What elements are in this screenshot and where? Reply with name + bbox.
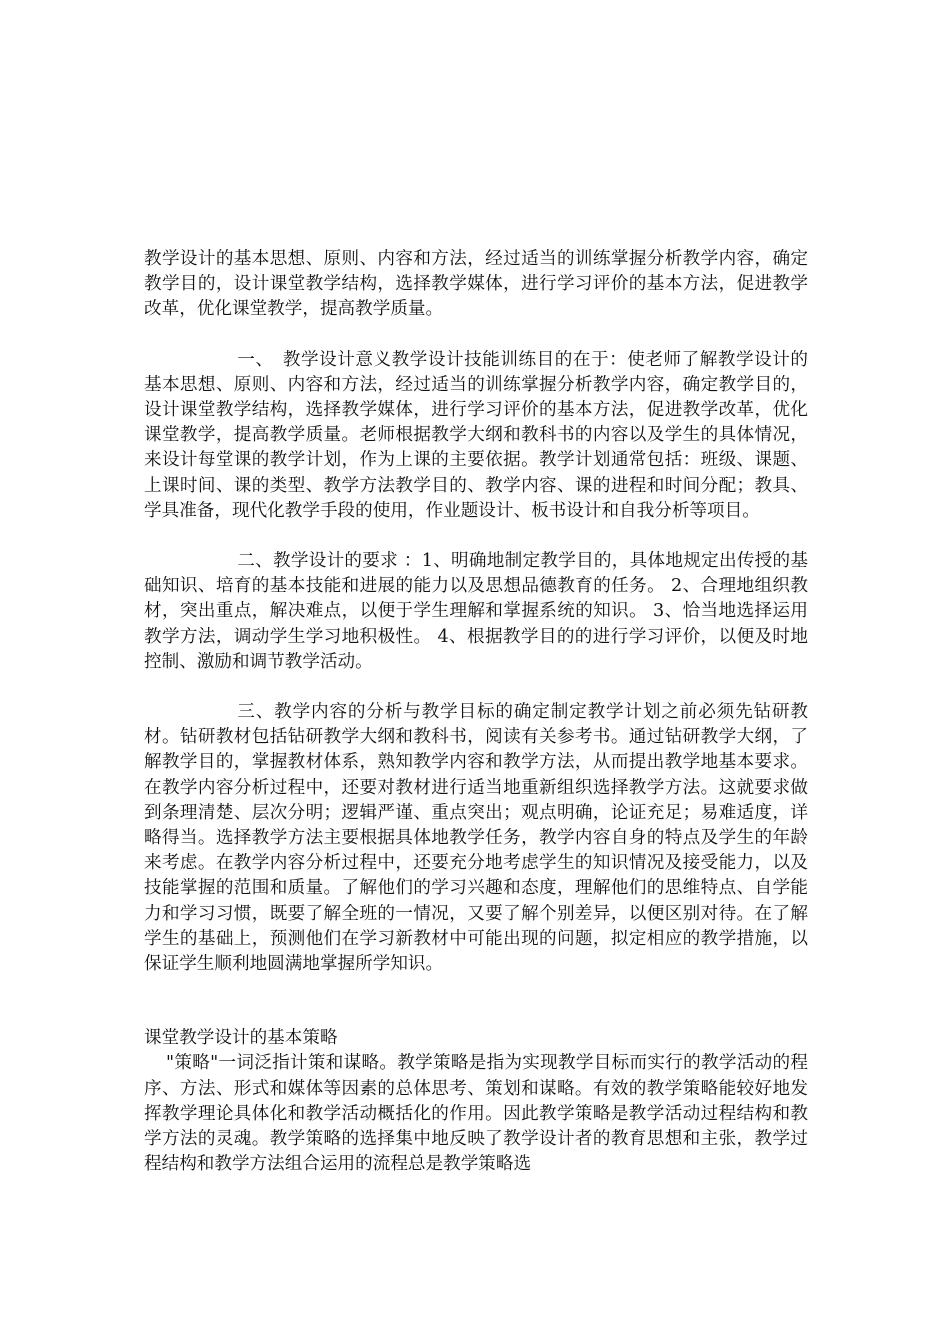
section-1-paragraph: 一、 教学设计意义教学设计技能训练目的在于：使老师了解教学设计的基本思想、原则、内容和方法，经过适当的训练掌握分析教学内容，确定教学目的，设计课堂教学结构，选择教学媒体，进行学习评价的基本方法，促进教学改革，优化课堂教学，提高教学质量。老师根据教学大纲和教科书的内容以及学生的具体情况，来设计每堂课的教学计划，作为上课的主要依据。教学计划通常包括：班级、课题、上课时间、课的类型、教学方法教学目的、教学内容、课的进程和时间分配；教具、学具准备，现代化教学手段的使用，作业题设计、板书设计和自我分析等项目。 <box>144 349 808 521</box>
section-3-paragraph: 三、教学内容的分析与教学目标的确定制定教学计划之前必须先钻研教材。钻研教材包括钻研教学大纲和教科书，阅读有关参考书。通过钻研教学大纲，了解教学目的，掌握教材体系，熟知教学内容和教学方法，从而提出教学地基本要求。在教学内容分析过程中，还要对教材进行适当地重新组织选择教学方法。这就要求做到条理清楚、层次分明；逻辑严谨、重点突出；观点明确，论证充足；易难适度，详略得当。选择教学方法主要根据具体地教学任务，教学内容自身的特点及学生的年龄来考虑。在教学内容分析过程中，还要充分地考虑学生的知识情况及接受能力，以及技能掌握的范围和质量。了解他们的学习兴趣和态度，理解他们的思维特点、自学能力和学习习惯，既要了解全班的一情况，又要了解个别差异，以便区别对待。在了解学生的基础上，预测他们在学习新教材中可能出现的问题，拟定相应的教学措施，以保证学生顺利地圆满地掌握所学知识。 <box>144 702 808 975</box>
intro-paragraph: 教学设计的基本思想、原则、内容和方法，经过适当的训练掌握分析教学内容，确定教学目的，设计课堂教学结构，选择教学媒体，进行学习评价的基本方法，促进教学改革，优化课堂教学，提高教学质量。 <box>144 249 808 320</box>
strategy-paragraph: "策略"一词泛指计策和谋略。教学策略是指为实现教学目标而实行的教学活动的程序、方法、形式和媒体等因素的总体思考、策划和谋略。有效的教学策略能较好地发挥教学理论具体化和教学活动概括化的作用。因此教学策略是教学活动过程结构和教学方法的灵魂。教学策略的选择集中地反映了教学设计者的教育思想和主张，教学过程结构和教学方法组合运用的流程总是教学策略选 <box>144 1053 808 1175</box>
strategy-heading: 课堂教学设计的基本策略 <box>144 1028 338 1049</box>
document-page <box>144 247 808 1178</box>
section-2-paragraph: 二、教学设计的要求 ：1、明确地制定教学目的，具体地规定出传授的基础知识、培育的基本技能和进展的能力以及思想品德教育的任务。 2、合理地组织教材，突出重点，解决难点，以便于学生理解和掌握系统的知识。 3、恰当地选择运用教学方法，调动学生学习地积极性。 4、根据教学目的的进行学习评价，以便及时地控制、激励和调节教学活动。 <box>144 551 808 672</box>
